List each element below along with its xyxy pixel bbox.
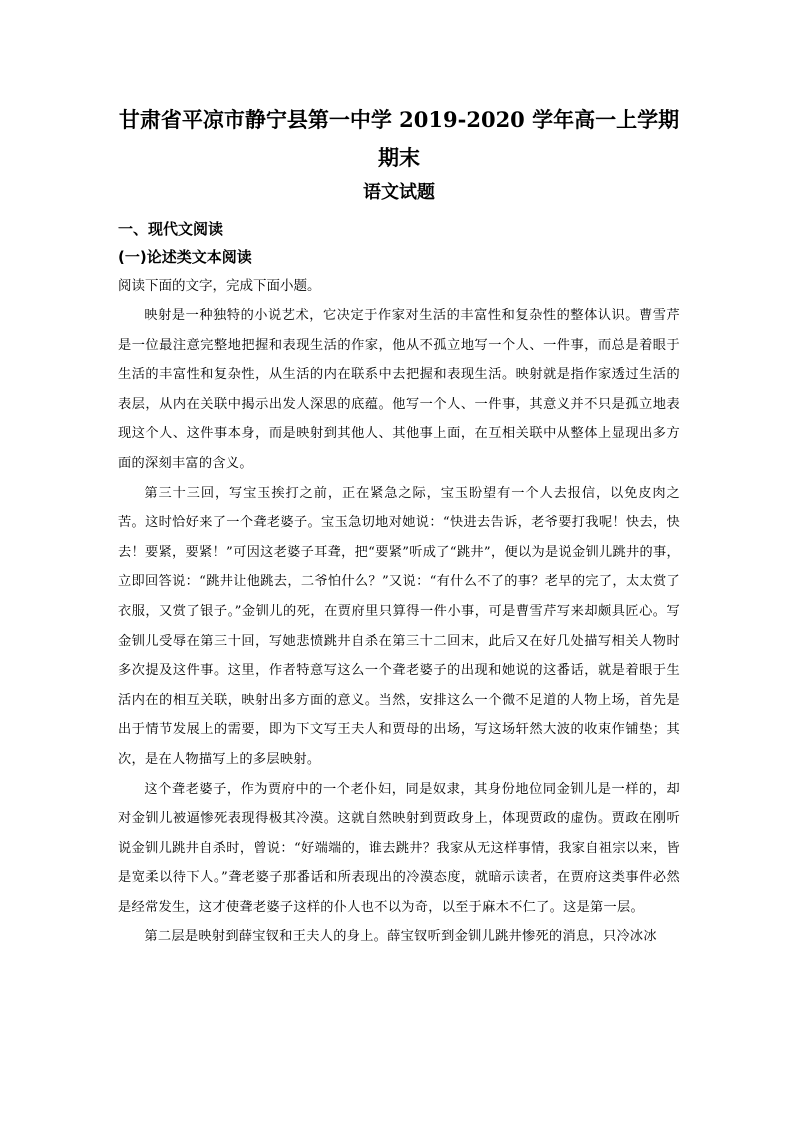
title-line-1: 甘肃省平凉市静宁县第一中学 2019-2020 学年高一上学期 bbox=[118, 107, 680, 132]
paragraph-4: 第二层是映射到薛宝钗和王夫人的身上。薛宝钗听到金钏儿跳井惨死的消息，只冷冰冰 bbox=[144, 929, 657, 945]
paragraph-1: 映射是一种独特的小说艺术，它决定于作家对生活的丰富性和复杂性的整体认识。曹雪芹是一位最注意完整地把握和表现生活的作家，他从不孤立地写一个人、一件事，而总是着眼于生活的丰富性和复杂性，从生活的内在联系中去把握和表现生活。映射就是指作家透过生活的表层，从内在关联中揭示出发人深思的底蕴。他写一个人、一件事，其意义并不只是孤立地表现这个人、这件事本身，而是映射到其他人、其他事上面，在互相关联中从整体上显现出多方面的深刻丰富的含义。 bbox=[118, 308, 680, 471]
subsection-heading-argumentative: (一)论述类文本阅读 bbox=[118, 248, 252, 266]
paragraph-3: 这个聋老婆子，作为贾府中的一个老仆妇，同是奴隶，其身份地位同金钏儿是一样的，却对金钏儿被逼惨死表现得极其冷漠。这就自然映射到贾政身上，体现贾政的虚伪。贾政在刚听说金钏儿跳井自杀时，曾说：“好端端的，谁去跳井？我家从无这样事情，我家自祖宗以来，皆是宽柔以待下人。”聋老婆子那番话和所表现出的冷漠态度，就暗示读者，在贾府这类事件必然是经常发生，这才使聋老婆子这样的仆人也不以为奇，以至于麻木不仁了。这是第一层。 bbox=[118, 781, 680, 915]
document-subtitle: 语文试题 bbox=[363, 182, 435, 203]
reading-instruction: 阅读下面的文字，完成下面小题。 bbox=[118, 278, 321, 294]
section-heading-reading: 一、现代文阅读 bbox=[118, 220, 224, 238]
title-line-2: 期末 bbox=[378, 145, 420, 170]
paragraph-2: 第三十三回，写宝玉挨打之前，正在紧急之际，宝玉盼望有一个人去报信，以免皮肉之苦。这时恰好来了一个聋老婆子。宝玉急切地对她说：“快进去告诉，老爷要打我呢！快去，快去！要紧，要紧！”可因这老婆子耳聋，把“要紧”听成了“跳井”，便以为是说金钏儿跳井的事，立即回答说：“跳井让他跳去，二爷怕什么？”又说：“有什么不了的事？老早的完了，太太赏了衣服，又赏了银子。”金钏儿的死，在贾府里只算得一件小事，可是曹雪芹写来却颇具匠心。写金钏儿受辱在第三十回，写她悲愤跳井自杀在第三十二回末，此后又在好几处描写相关人物时多次提及这件事。这里，作者特意写这么一个聋老婆子的出现和她说的这番话，就是着眼于生活内在的相互关联，映射出多方面的意义。当然，安排这么一个微不足道的人物上场，首先是出于情节发展上的需要，即为下文写王夫人和贾母的出场，写这场轩然大波的收束作铺垫；其次，是在人物描写上的多层映射。 bbox=[118, 485, 680, 767]
document-title bbox=[118, 101, 680, 177]
